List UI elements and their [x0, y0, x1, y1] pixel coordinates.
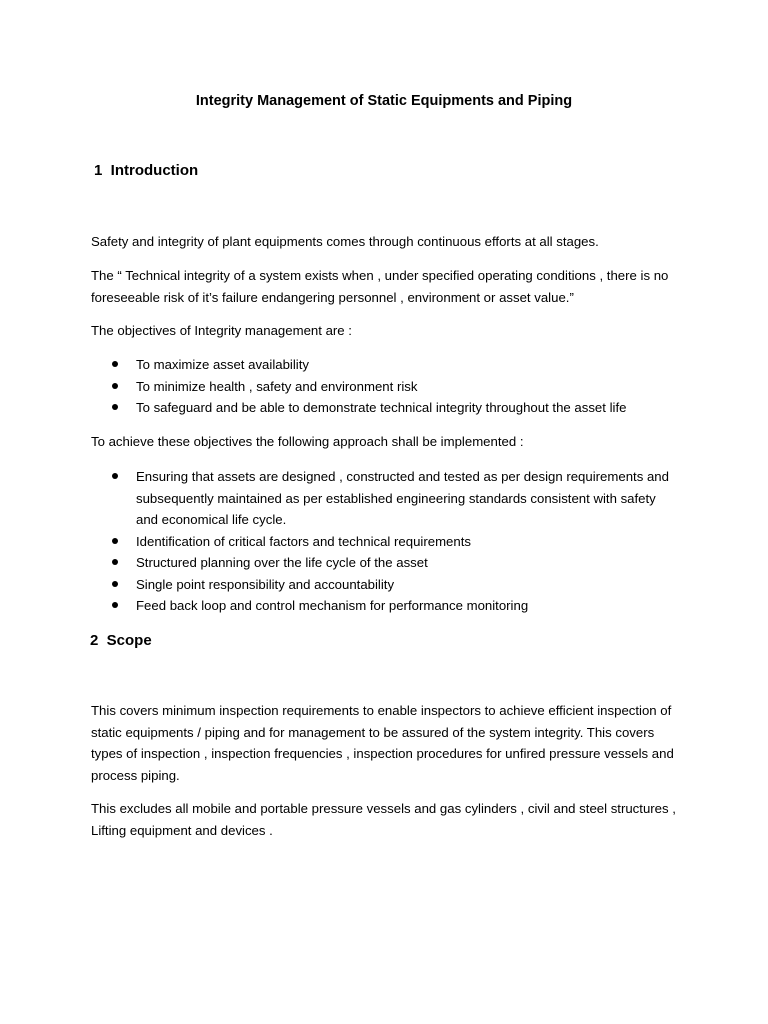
list-item-text: Single point responsibility and accountability: [136, 576, 395, 592]
section-heading-introduction: 1 Introduction: [94, 162, 199, 179]
scope-paragraph-1: This covers minimum inspection requirements to enable inspectors to achieve efficient inspection of static equipments / piping and for management to be assured of the system integrity. This covers types of inspection , inspection frequencies , inspection procedures for unfired pressure vessels and process piping.: [91, 703, 674, 783]
objectives-list: [0, 354, 768, 419]
intro-paragraph-2: The “ Technical integrity of a system exists when , under specified operating conditions , there is no foreseeable risk of it’s failure endangering personnel , environment or asset value.”: [91, 268, 669, 305]
bullet-icon: [112, 404, 118, 410]
list-item-text: Structured planning over the life cycle of the asset: [136, 555, 428, 570]
scope-paragraph-2: This excludes all mobile and portable pressure vessels and gas cylinders , civil and steel structures , Lifting equipment and devices .: [91, 801, 676, 838]
intro-paragraph-3: The objectives of Integrity management are :: [91, 323, 352, 338]
list-item-text: Feed back loop and control mechanism for performance monitoring: [136, 598, 529, 613]
list-item: [0, 595, 676, 617]
list-item-text: To minimize health , safety and environment risk: [136, 378, 418, 394]
list-item-text: To maximize asset availability: [136, 357, 309, 372]
list-item: [0, 531, 676, 553]
list-item: [0, 574, 676, 596]
bullet-icon: [112, 559, 118, 565]
bullet-icon: [112, 538, 118, 544]
bullet-icon: [112, 473, 118, 479]
bullet-icon: [112, 602, 118, 608]
intro-paragraph-1: Safety and integrity of plant equipments comes through continuous efforts at all stages.: [91, 234, 599, 249]
approach-list: [0, 466, 768, 617]
bullet-icon: [112, 383, 118, 389]
list-item: [0, 354, 676, 376]
list-item-text: Identification of critical factors and technical requirements: [136, 533, 471, 549]
intro-paragraph-4: To achieve these objectives the following approach shall be implemented :: [91, 434, 524, 449]
section-heading-scope: 2 Scope: [90, 632, 152, 649]
list-item: [0, 376, 676, 398]
list-item-text: To safeguard and be able to demonstrate technical integrity throughout the asset life: [136, 400, 627, 415]
bullet-icon: [112, 581, 118, 587]
list-item-text: Ensuring that assets are designed , constructed and tested as per design requirements and subsequently maintained as per established engineering standards consistent with safety and economical life cycle.: [136, 469, 669, 527]
list-item: [0, 552, 676, 574]
list-item: [0, 466, 676, 531]
bullet-icon: [112, 361, 118, 367]
document-title: Integrity Management of Static Equipments and Piping: [195, 93, 573, 109]
list-item: [0, 397, 676, 419]
